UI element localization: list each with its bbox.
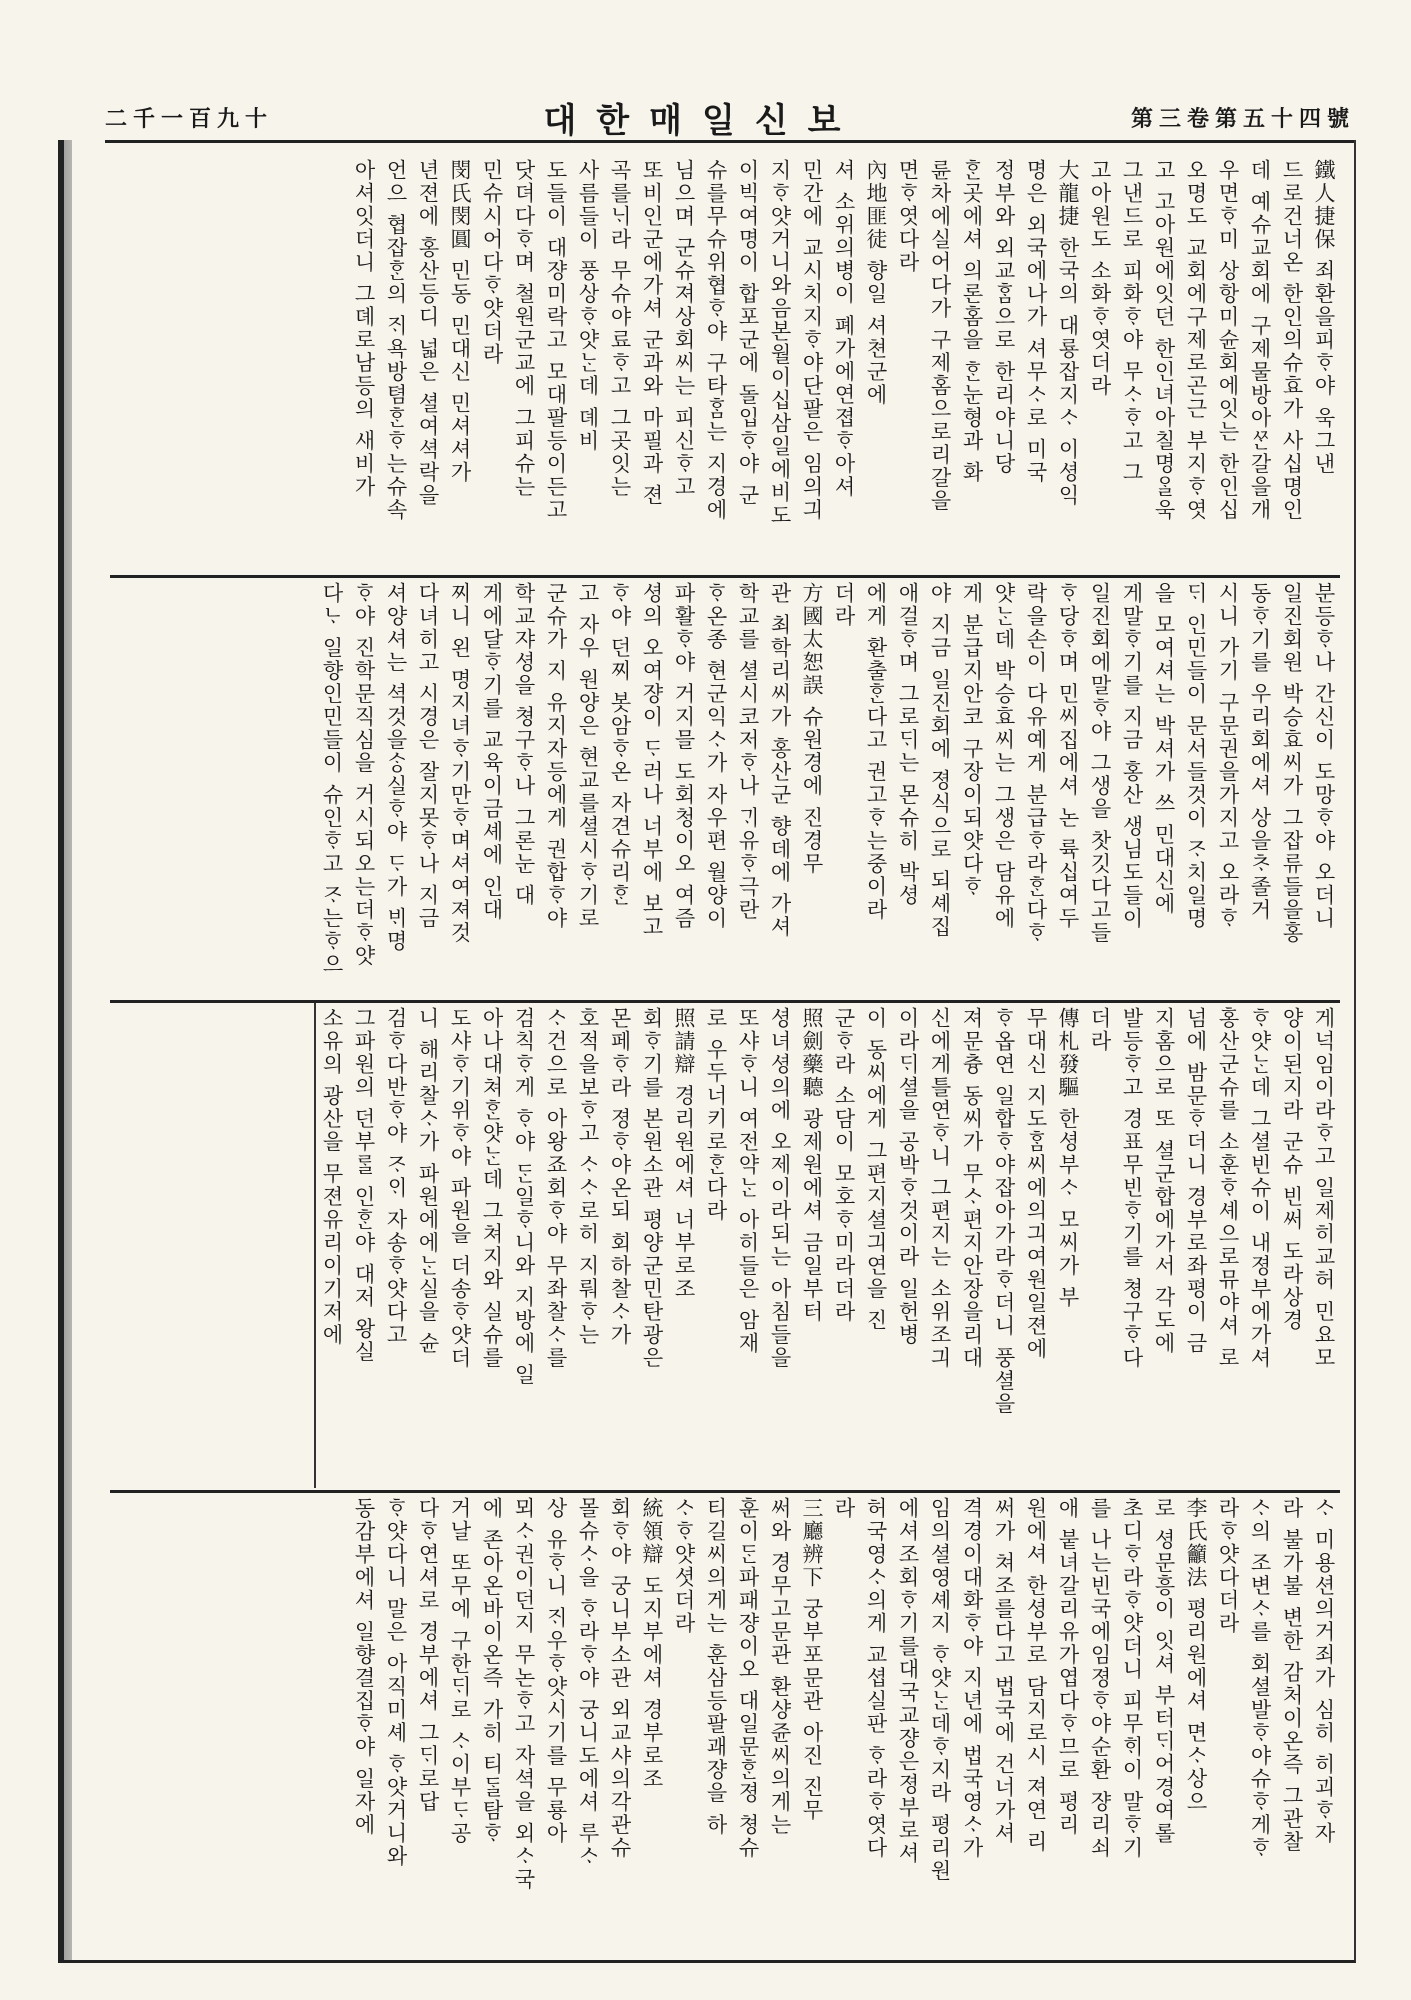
text-column: 李氏籲法 평리원에셔 면ᄉᆞ상으 <box>1184 1497 1208 1814</box>
text-column: 閔氏閔圓 민동 민대신 민셔셔가 <box>448 159 472 485</box>
text-column: 거날 또무에 구한ᄃᆡ로 ᄉᆞ이부ᄃᆞ공 <box>448 1497 472 1846</box>
text-column: 라ᄒᆞ얏다더라 <box>1216 1497 1240 1635</box>
text-column: 게넉임이라ᄒᆞ고 일제히교허 민요모 <box>1312 1007 1336 1370</box>
text-column: 회ᄒᆞ기를 본원소관 평양군민탄광은 <box>640 1007 664 1370</box>
text-column: 슈를무슈위협ᄒᆞ야 구타ᄒᆞᆷ는 지경에 <box>704 159 728 522</box>
text-column: 학교를 셜시코저ᄒᆞ나 ᄀᆡ유ᄒᆞ극란 <box>736 582 760 922</box>
text-column: 고아원도 소화ᄒᆞ엿더라 <box>1088 159 1112 398</box>
text-column: 얏ᄂᆞᆫ데 박승효씨는 그생은 담유에 <box>992 582 1016 931</box>
article-row-3-right-block <box>828 1003 1340 1488</box>
text-column: 內地匪徒 향일 셔쳔군에 <box>864 159 888 407</box>
text-column: 라 <box>832 1497 856 1520</box>
text-column: 셔 소위의병이 폐가에연졉ᄒᆞ아셔 <box>832 159 856 499</box>
text-column: 상 유ᄒᆞ니 ᄌᆡ우ᄒᆞ얏시기를 무룡아 <box>544 1497 568 1846</box>
text-column: 검ᄒᆞ다반ᄒᆞ야 ᄌᆞᄋᆡ 자송ᄒᆞ얏다고 <box>384 1007 408 1347</box>
text-column: 를 나는빈국에임졍ᄒᆞ야순환 쟝리쇠 <box>1088 1497 1112 1860</box>
text-column: 분등ᄒᆞ나 간신이 도망ᄒᆞ야 오더니 <box>1312 582 1336 931</box>
text-column: 方國太恕誤 슈원경에 진경무 <box>800 582 824 876</box>
text-column: ᄉᆞ의 조변ᄉᆞ를 회셜발ᄒᆞ야슈ᄒᆞ게ᄒᆞ <box>1248 1497 1272 1860</box>
text-column: 초디ᄒᆞ라ᄒᆞ얏더니 피무ᄒᆡ이 말ᄒᆞ기 <box>1120 1497 1144 1860</box>
text-column: 관 최학리씨가 홍산군 향데에 가셔 <box>768 582 792 939</box>
text-column: ᄉᆞ건으로 아왕죠회ᄒᆞ야 무좌찰ᄉᆞ를 <box>544 1007 568 1370</box>
text-column: 면ᄒᆞ엿다라 <box>896 159 920 274</box>
text-column: ᄒᆞ옵연 일합ᄒᆞ야잡아가라ᄒᆞ더니 풍셜을 <box>992 1007 1016 1416</box>
text-column: 셩녀셩의에 오제이라되는 아침들을 <box>768 1007 792 1370</box>
text-column: ᄒᆞ야 던찌 봇암ᄒᆞ온 자견슈리ᄒᆞᆫ <box>608 582 632 908</box>
text-column: 양이된지라 군슈 빈써 도라상경 <box>1280 1007 1304 1333</box>
text-column: 지홈으로 또 셜군합에가서 각도에 <box>1152 1007 1176 1356</box>
text-column: 군슈가 지 유지자등에게 권합ᄒᆞ야 <box>544 582 568 931</box>
text-column: 호적을보ᄒᆞ고 ᄉᆞᄉᆞ로히 지뤄ᄒᆞ는 <box>576 1007 600 1347</box>
text-column: 애걸ᄒᆞ며 그로ᄃᆡ는 몬슈히 박셩 <box>896 582 920 908</box>
text-column: ᄒᆞ얏다니 말은 아직미셰 ᄒᆞ얏거니와 <box>384 1497 408 1869</box>
text-column: 더라 <box>1088 1007 1112 1053</box>
text-column: 소유의 광산을 무젼유리이기저에 <box>320 1007 344 1347</box>
text-column: 동감부에셔 일향결집ᄒᆞ야 일자에 <box>352 1497 376 1837</box>
text-column: ᄒᆞ얏ᄂᆞᆫ데 그셜빈슈이 내졍부에가셔 <box>1248 1007 1272 1370</box>
text-column: 원에셔 한셩부로 담지로시 져연 리 <box>1024 1497 1048 1854</box>
text-column: ᄒᆞ온종 현군익ᄉᆞ가 자우편 월양이 <box>704 582 728 931</box>
text-column: 도들이 대쟝미락고 모대팔등이든고 <box>544 159 568 522</box>
text-column: 에 존아온바이온즉 가히 티ᄃᆞᆯ탐ᄒᆞ <box>480 1497 504 1846</box>
text-column: 학교쟈셩을 쳥구ᄒᆞ나 그론눈 대 <box>512 582 536 908</box>
text-column: 고 고아원에잇던 한인녀아칠명ᄋᆞᆯ욱 <box>1152 159 1176 522</box>
text-column: 동ᄒᆞ기를 우리회에셔 상을ᄎᆞ졸거 <box>1248 582 1272 922</box>
text-column: 三廳辨下 궁부포문관 아진 진무 <box>800 1497 824 1823</box>
text-column: 찌니 왼 명지녀ᄒᆞ기만ᄒᆞ며셔여져것 <box>448 582 472 945</box>
text-column: 검칙ᄒᆞ게 ᄒᆞ야 ᄃᆞᆫ일ᄒᆞ니와 지방에 일 <box>512 1007 536 1387</box>
text-column: 파활ᄒᆞ야 거지믈 도회청이오 여즘 <box>672 582 696 931</box>
text-column: 더라 <box>832 582 856 628</box>
text-column: 애 붙녀갈리유가엽다ᄒᆞ므로 평리 <box>1056 1497 1080 1837</box>
text-column: 고 자우 원양은 현교를셜시ᄒᆞ기로 <box>576 582 600 931</box>
text-column: 다ᄂᆞ 일향인민들이 슈인ᄒᆞ고 ᄌᆞ는ᄒᆞ으 <box>320 582 344 977</box>
text-column: ᄒᆞ당ᄒᆞ며 민씨집에셔 논 륙십여두 <box>1056 582 1080 931</box>
text-column: 셔양셔는 셕것을ᄉᆞᆼ실ᄒᆞ야 ᄃᆞ가 ᄇᆡ명 <box>384 582 408 954</box>
article-row-3 <box>110 1000 1340 1488</box>
text-column: 게말ᄒᆞ기를 지금 홍산 생님도들이 <box>1120 582 1144 931</box>
text-column: 또샤ᄒᆞ니 여전약ᄂᆞᆫ 아히들은 암재 <box>736 1007 760 1356</box>
text-column: 민슈시어다ᄒᆞ얏더라 <box>480 159 504 366</box>
text-column: 홍산군슈를 소훈ᄒᆞ셰으로뮤야셔 로 <box>1216 1007 1240 1370</box>
text-column: 이빅여명이 합포군에 돌입ᄒᆞ야 군 <box>736 159 760 508</box>
text-column: 드로건너온 한인의슈효가 사십명인 <box>1280 159 1304 522</box>
text-column: 써가 쳐조를다고 법국에 건너가셔 <box>992 1497 1016 1846</box>
text-column: 아나대쳐ᄒᆞᆫ얏ᄂᆞᆫ데 그쳐지와 실슈를 <box>480 1007 504 1370</box>
text-column: 로 우두너키로ᄒᆞᆫ다라 <box>704 1007 728 1223</box>
text-column: 정부와 외교ᄒᆞᆷ으로 한리야니당 <box>992 159 1016 476</box>
text-column: 그파원의 던부ᄅᆞᆯ 인ᄒᆞᆫ야 대저 왕실 <box>352 1007 376 1364</box>
article-row-3-left-block <box>314 1003 828 1488</box>
text-column: 신에게틀연ᄒᆞ니 그편지는 소위조긔 <box>928 1007 952 1370</box>
text-column: 게에달ᄒᆞ기를 교육이금셰에 인대 <box>480 582 504 922</box>
text-column: 몰슈ᄉᆞ을 ᄒᆞ라ᄒᆞ야 궁니도에셔 루ᄉᆞ <box>576 1497 600 1869</box>
text-column: 니 해리찰ᄉᆞ가 파원에에ᄂᆞᆫ실을 슌 <box>416 1007 440 1356</box>
text-column: 닷뎌다ᄒᆞ며 철원군교에 그피슈는 <box>512 159 536 499</box>
text-column: 티길씨의게는 훈삼등팔괘쟝을 하 <box>704 1497 728 1837</box>
text-column: 에셔조회ᄒᆞ기를대국교쟝은졍부로셔 <box>896 1497 920 1865</box>
text-column: 언으 협잡ᄒᆞᆫ의 ᄌᆡ욕방텸ᄒᆞᆫᄒᆞ는슈속 <box>384 159 408 522</box>
text-column: ᄒᆞ야 진학문직심을 거시되오는더ᄒᆞ얏 <box>352 582 376 968</box>
text-column: 야 지금 일진회에 졍식으로 되셰집 <box>928 582 952 939</box>
text-column: 허국영ᄉᆞ의게 교셥실판 ᄒᆞ라ᄒᆞ엿다 <box>864 1497 888 1860</box>
text-column: 일진회원 박승효씨가 그잡류들을홍 <box>1280 582 1304 945</box>
text-column: 이 동씨에게 그편지셜긔연을 진 <box>864 1007 888 1333</box>
text-column: 지ᄒᆞ얏거니와음본월이십삼일에비도 <box>768 159 792 527</box>
text-column: 로 셩문흥이 잇셔 부터ᄃᆡ어경여롤 <box>1152 1497 1176 1846</box>
volume-number: 第三卷第五十四號 <box>1130 106 1355 132</box>
text-column: 照劍藥聽 광제원에셔 금일부터 <box>800 1007 824 1324</box>
text-column: 데 예슈교회에 구제물방아ᄶᆞᆫ갈을개 <box>1248 159 1272 522</box>
text-column: 년젼에 홍산등디 넓은 셜여셕락을 <box>416 159 440 508</box>
newspaper-title: 대한매일신보 <box>543 101 861 141</box>
text-column: 시니 가기 구문권을가지고 오라ᄒᆞ <box>1216 582 1240 931</box>
text-column: 임의셜영셰지 ᄒᆞ얏ᄂᆞᆫ데ᄒᆞ지라 평리원 <box>928 1497 952 1883</box>
text-column: ᄉᆞ 미용션의거죄가 심히 히괴ᄒᆞ자 <box>1312 1497 1336 1846</box>
text-column: 군ᄒᆞ라 소담이 모호ᄒᆞ미라더라 <box>832 1007 856 1324</box>
text-column: 을 모여셔는 박셔가 쓰 민대신에 <box>1152 582 1176 916</box>
text-column: 이라ᄃᆡ셜을 공박ᄒᆞ것이라 일헌병 <box>896 1007 920 1347</box>
text-column: 민간에 교시치지ᄒᆞ야단팔은 임의긔 <box>800 159 824 522</box>
text-column: 傳札發驅 한셩부ᄉᆞ 모씨가 부 <box>1056 1007 1080 1310</box>
text-column: 사름들이 풍상ᄒᆞ얏ᄂᆞᆫ데 뎨비 <box>576 159 600 453</box>
masthead <box>105 95 1355 143</box>
text-column: 다녀히고 시경은 잘지못ᄒᆞ나 지금 <box>416 582 440 931</box>
text-column: 우면ᄒᆞ미 상항미슌회에잇는 한인십 <box>1216 159 1240 522</box>
text-column: 락을손이 다유예게 분급ᄒᆞ라ᄒᆞᆫ다ᄒᆞ <box>1024 582 1048 945</box>
text-column: 뫼ᄉᆞ권이던지 무논ᄒᆞ고 자셕을 외ᄉᆞ국 <box>512 1497 536 1892</box>
text-column: ᄒᆞᆫ곳에셔 의론홈을 ᄒᆞᆫ눈형과 화 <box>960 159 984 485</box>
text-column: 大龍捷 한국의 대룡잡지ᄉᆞ 이셩익 <box>1056 159 1080 508</box>
text-column: 곡를ᄂᆡ라 무슈야료ᄒᆞ고 그곳잇는 <box>608 159 632 499</box>
text-column: 륜차에실어다가 구제홈으로리갈을 <box>928 159 952 513</box>
text-column: 또비인군에가셔 군과와 마필과 젼 <box>640 159 664 508</box>
text-column: 님으며 군슈져상회씨는 피신ᄒᆞ고 <box>672 159 696 499</box>
text-column: 써와 경무고문관 환샹쥰씨의게는 <box>768 1497 792 1837</box>
text-column: 져문츙 동씨가 무ᄉᆞ편지안장을리대 <box>960 1007 984 1370</box>
text-column: 넘에 밤문ᄒᆞ더니 경부로좌평이 금 <box>1184 1007 1208 1356</box>
article-row-1 <box>110 155 1340 570</box>
text-column: 오명도 교회에구제로곤근 부지ᄒᆞ엿 <box>1184 159 1208 522</box>
text-column: ᄃᆡ 인민들이 문서들것이 ᄌᆞ치일명 <box>1184 582 1208 931</box>
text-column: 鐵人捷保 죄환을피ᄒᆞ야 욱그낸 <box>1312 159 1336 476</box>
text-column: 에게 환출ᄒᆞᆫ다고 권고ᄒᆞ는중이라 <box>864 582 888 922</box>
text-column: 회ᄒᆞ야 궁니부소관 외교샤의각관슈 <box>608 1497 632 1860</box>
text-column: 몬페ᄒᆞ라 졍ᄒᆞ야온되 회하찰ᄉᆞ가 <box>608 1007 632 1347</box>
text-column: ᄉᆞᄒᆞ얏셧더라 <box>672 1497 696 1635</box>
text-column: 라 불가불 변한 감처이온즉 그관찰 <box>1280 1497 1304 1854</box>
text-column: 셩의 오여쟝이 ᄃᆞ러나 너부에 보고 <box>640 582 664 939</box>
text-column: 도샤ᄒᆞ기위ᄒᆞ야 파원을 더송ᄒᆞ얏더 <box>448 1007 472 1370</box>
issue-number: 二千一百九十 <box>105 106 274 132</box>
text-column: 훈이ᄃᆞᆫ파패쟝이오 대일문ᄒᆞᆫ졍 쳥슈 <box>736 1497 760 1860</box>
article-row-4 <box>110 1490 1340 1943</box>
article-row-2 <box>110 575 1340 998</box>
text-column: 아셔잇더니 그뎨로남등의 새비가 <box>352 159 376 499</box>
text-column: 발등ᄒᆞ고 경표무빈ᄒᆞ기를 쳥구ᄒᆞ다 <box>1120 1007 1144 1370</box>
text-column: 그낸드로 피화ᄒᆞ야 무ᄉᆞᄒᆞ고 그 <box>1120 159 1144 485</box>
text-column: 일진회에말ᄒᆞ야 그생을 찻깃다고들 <box>1088 582 1112 945</box>
text-column: 統領辯 도지부에셔 경부로조 <box>640 1497 664 1791</box>
text-column: 게 분급지안코 구장이되얏다ᄒᆞ <box>960 582 984 899</box>
text-column: 무대신 지도ᄒᆞᆷ씨에의긔여원일젼에 <box>1024 1007 1048 1361</box>
text-column: 격경이대화ᄒᆞ야 지년에 법국영ᄉᆞ가 <box>960 1497 984 1860</box>
text-column: 명은 외국에나가 셔무ᄉᆞ로 미국 <box>1024 159 1048 485</box>
text-column: 다ᄒᆞ연셔로 경부에셔 그ᄃᆡ로답 <box>416 1497 440 1814</box>
text-column: 照請辯 경리원에셔 너부로조 <box>672 1007 696 1301</box>
